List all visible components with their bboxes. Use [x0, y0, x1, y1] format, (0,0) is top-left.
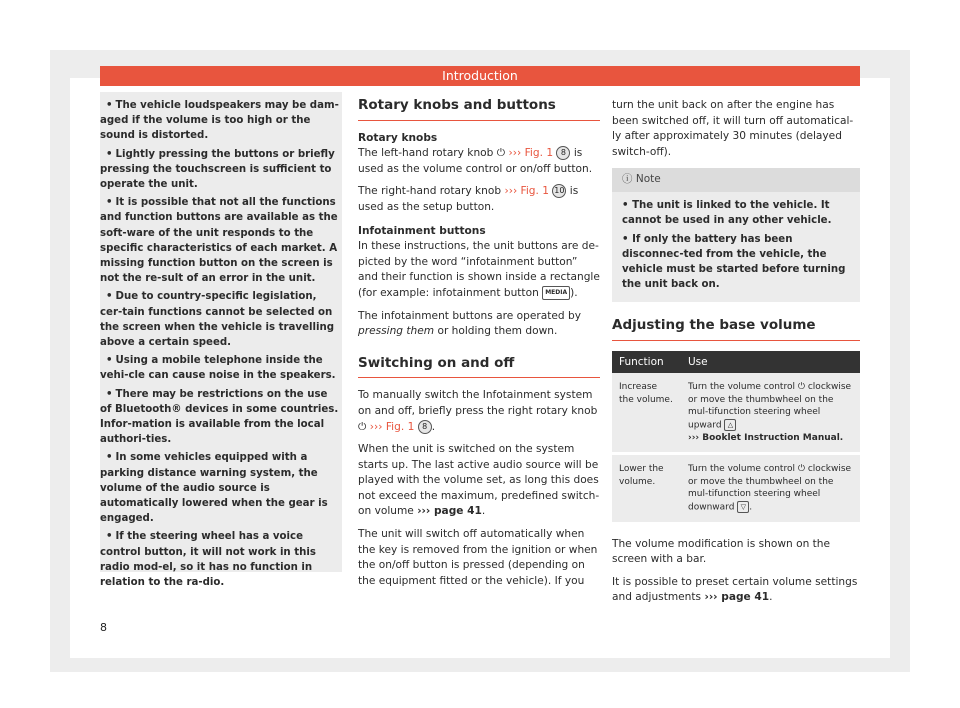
list-item: • In some vehicles equipped with a parking distance warning system, the volume of the audio source is automatically lowered when the gear is engaged.: [100, 452, 328, 525]
warning-list: [100, 98, 340, 593]
preset-text: It is possible to preset certain volume settings and adjustments ››› page 41.: [612, 575, 858, 604]
section-title-volume: Adjusting the base volume: [612, 318, 860, 341]
note-item: • If only the battery has been disconnec-ted from the vehicle, the vehicle must be started before turning the unit back on.: [622, 233, 846, 290]
power-icon: ⏻: [797, 382, 805, 393]
section-title-rotary: Rotary knobs and buttons: [358, 98, 600, 121]
list-item: • Lightly pressing the buttons or briefly pressing the touchscreen is sufficient to operate the unit.: [100, 148, 335, 191]
continued-text: turn the unit back on after the engine has been switched off, it will turn off automatical-ly after approximately 30 minutes (delayed switch-off).: [612, 99, 854, 158]
arrow-down-icon: ▽: [737, 501, 749, 513]
media-button-icon: MEDIA: [542, 286, 570, 300]
power-icon: ⏻: [797, 464, 805, 475]
left-knob-text: The left-hand rotary knob ⏻ ››› Fig. 1 8 is used as the volume control or on/off button.: [358, 147, 593, 175]
table-cell: Turn the volume control ⏻ clockwise or move the thumbwheel on the mul-tifunction steering wheel upward △ ››› Booklet Instruction Manual.: [681, 373, 860, 454]
column-header: Function: [612, 351, 681, 374]
table-header-row: [612, 351, 860, 374]
callout-number: 8: [556, 146, 570, 160]
table-row: [612, 454, 860, 524]
info-icon: ⓘ: [622, 173, 633, 186]
page-link[interactable]: ››› page 41: [704, 591, 770, 604]
table-cell: Turn the volume control ⏻ clockwise or move the thumbwheel on the mul-tifunction steering wheel downward ▽ .: [681, 454, 860, 524]
right-knob-text: The right-hand rotary knob ››› Fig. 1 10 is used as the setup button.: [358, 185, 579, 213]
list-item: • It is possible that not all the functions and function buttons are available as the soft-ware of the unit responds to the specific characteristics of each market. A missing function button on the screen is not the re-sult of an error in the unit.: [100, 197, 338, 285]
buttons-text: In these instructions, the unit buttons are de-picted by the word “infotainment button” and their function is shown inside a rectangle (for example: infotainment button MEDIA ).: [358, 240, 600, 299]
section-header: Introduction: [100, 66, 860, 86]
table-row: [612, 373, 860, 454]
callout-number: 8: [418, 420, 432, 434]
subheading-buttons: Infotainment buttons: [358, 224, 486, 237]
page-number: 8: [100, 621, 107, 634]
operated-text: The infotainment buttons are operated by pressing them or holding them down.: [358, 309, 581, 338]
column-header: Use: [681, 351, 860, 374]
switch-text: To manually switch the Infotainment system on and off, briefly press the right rotary knob ⏻ ››› Fig. 1 8 .: [358, 389, 598, 433]
power-icon: ⏻: [358, 420, 367, 433]
column-middle: [358, 98, 600, 596]
figure-link[interactable]: ››› Fig. 1: [504, 185, 550, 198]
volume-mod-text: The volume modification is shown on the screen with a bar.: [612, 537, 831, 566]
section-title-switch: Switching on and off: [358, 356, 600, 379]
note-header: ⓘ Note: [612, 168, 860, 192]
list-item: • The vehicle loudspeakers may be dam-aged if the volume is too high or the sound is distorted.: [100, 100, 339, 142]
power-icon: ⏻: [496, 147, 506, 160]
auto-off-text: The unit will switch off automatically when the key is removed from the ignition or when the on/off button is pressed (depending on the equipment fitted or the vehicle). If you: [358, 528, 598, 587]
callout-number: 10: [552, 184, 566, 198]
note-item: • The unit is linked to the vehicle. It cannot be used in any other vehicle.: [622, 199, 832, 226]
subheading-rotary: Rotary knobs: [358, 131, 438, 144]
list-item: • Due to country-specific legislation, cer-tain functions cannot be selected on the screen when the vehicle is travelling above a certain speed.: [100, 291, 334, 349]
page-link[interactable]: ››› page 41: [417, 505, 482, 518]
column-right: [612, 98, 860, 613]
list-item: • If the steering wheel has a voice control button, it will not work in this radio mod-el, so it has no function in relation to the ra-dio.: [100, 531, 316, 589]
figure-link[interactable]: ››› Fig. 1: [508, 147, 554, 160]
arrow-up-icon: △: [724, 419, 736, 431]
list-item: • Using a mobile telephone inside the vehi-cle can cause noise in the speakers.: [100, 355, 336, 382]
list-item: • There may be restrictions on the use of Bluetooth® devices in some countries. Infor-mation is available from the local authori-ties.: [100, 388, 339, 446]
manual-link[interactable]: ››› Booklet Instruction Manual.: [688, 432, 844, 443]
table-cell: Increase the volume.: [612, 373, 681, 454]
figure-link[interactable]: ››› Fig. 1: [369, 420, 415, 433]
switched-on-text: When the unit is switched on the system starts up. The last active audio source will be played with the volume set, as long this does not exceed the maximum, predefined switch-on volume ››› page 41.: [358, 443, 600, 518]
note-body: [612, 192, 860, 302]
volume-table: [612, 351, 860, 525]
table-cell: Lower the volume.: [612, 454, 681, 524]
note-box: [612, 168, 860, 302]
